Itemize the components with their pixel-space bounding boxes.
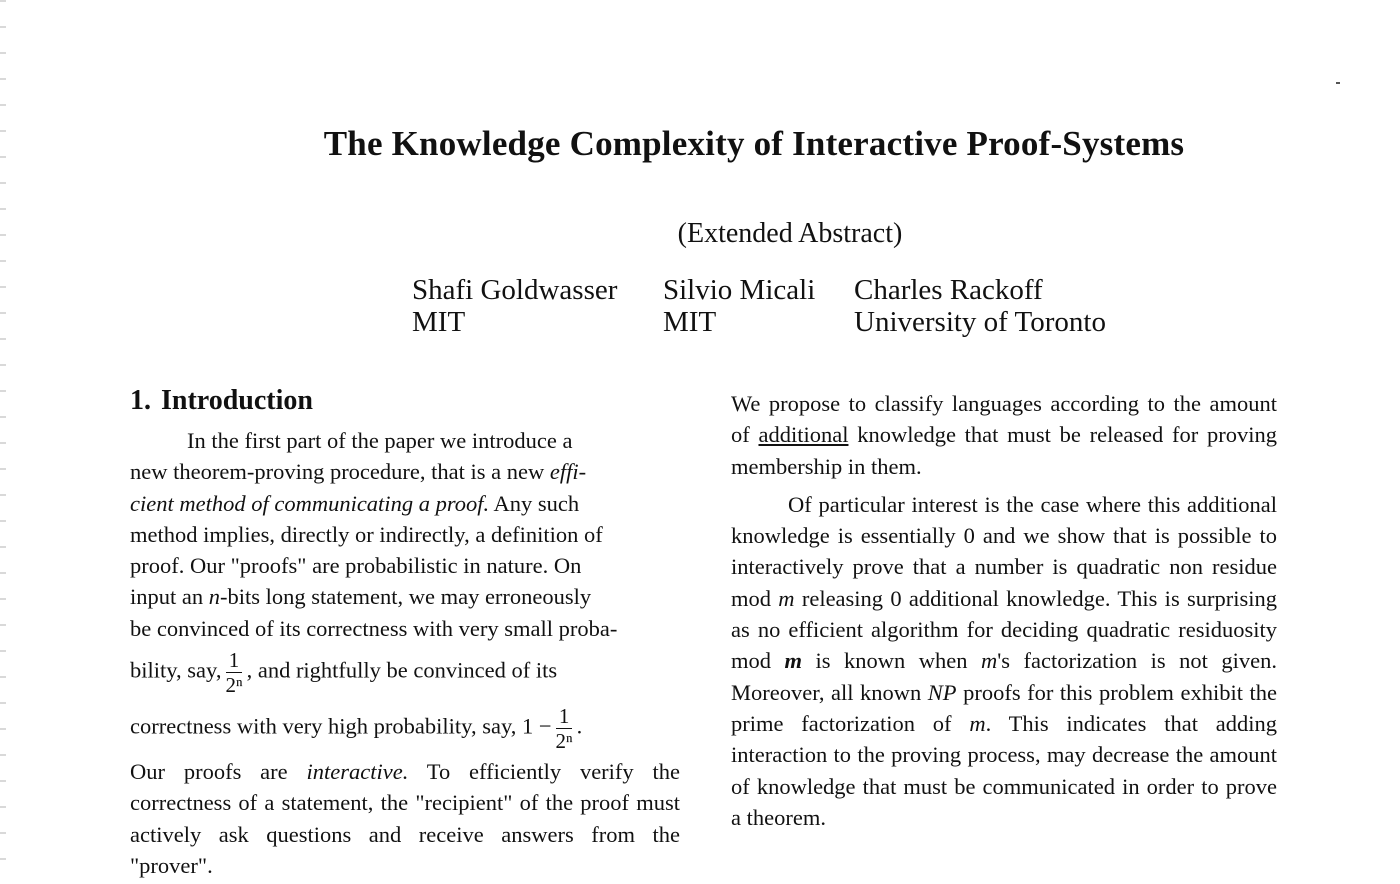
intro-line-6	[130, 581, 680, 612]
paper-subtitle: (Extended Abstract)	[677, 218, 903, 249]
emphasis-text: effi-	[549, 459, 587, 485]
text-run: releasing 0 additional knowledge. This is surprising as no efficient algorithm for deciding quadratic residuosity mod	[731, 585, 1277, 674]
text-run: knowledge that must be released for proving membership in them.	[731, 422, 1277, 479]
fraction-numerator: 1	[226, 649, 243, 673]
emphasis-text: cient method of communicating a proof.	[130, 490, 490, 516]
text-run: new theorem-proving procedure, that is a new	[130, 459, 550, 485]
text-run: input an	[130, 584, 209, 610]
text-run: is known when	[802, 648, 981, 674]
text-run: . This indicates that adding interaction to the proving process, may decrease the amount of knowledge that must be communicated in order to prove a theorem.	[731, 710, 1277, 830]
paper-title: The Knowledge Complexity of Interactive Proof-Systems	[323, 124, 1185, 163]
text-run: Any such	[489, 490, 580, 516]
author-name: Silvio Micali	[663, 274, 816, 306]
author-block-micali	[663, 274, 815, 338]
section-title: Introduction	[161, 385, 313, 416]
text-run: .	[576, 713, 583, 739]
math-variable: NP	[927, 679, 957, 705]
author-affiliation: University of Toronto	[854, 306, 1106, 338]
math-variable: m	[784, 648, 802, 674]
text-run	[130, 705, 582, 752]
fraction-one-over-two-n	[556, 705, 573, 752]
scan-speck	[1336, 82, 1340, 84]
intro-line-4: method implies, directly or indirectly, a definition of	[130, 521, 603, 547]
math-variable: m	[969, 710, 986, 736]
fraction-denominator: 2ⁿ	[225, 672, 243, 697]
math-variable: m	[980, 648, 998, 674]
intro-paragraph-2	[130, 756, 680, 881]
text-run: correctness with very high probability, say, 1 −	[130, 713, 552, 739]
author-affiliation: MIT	[663, 306, 717, 338]
intro-line-5: proof. Our "proofs" are probabilistic in nature. On	[130, 553, 582, 579]
text-run: Of particular interest is the case where this additional knowledge is essentially 0 and we show that is possible to interactively prove that a number is quadratic non residue mod	[731, 491, 1277, 611]
underlined-text: additional	[758, 422, 849, 448]
intro-line-7: be convinced of its correctness with very small proba-	[130, 615, 618, 641]
text-run: bility, say,	[130, 657, 222, 683]
intro-line-3	[130, 488, 680, 519]
math-variable: n	[208, 584, 220, 610]
author-name: Shafi Goldwasser	[412, 274, 618, 306]
text-run: Our proofs are	[130, 759, 307, 785]
intro-line-9	[130, 700, 680, 756]
text-run: 's factorization is not given. Moreover, all known	[731, 648, 1277, 705]
left-column	[130, 384, 680, 881]
author-block-goldwasser	[412, 274, 617, 338]
author-name: Charles Rackoff	[854, 274, 1043, 306]
fraction-one-over-two-n	[225, 649, 242, 696]
fraction-denominator: 2ⁿ	[555, 728, 573, 753]
section-heading	[130, 384, 680, 418]
author-affiliation: MIT	[412, 306, 466, 338]
math-variable: m	[778, 585, 795, 611]
fraction-numerator: 1	[556, 705, 573, 729]
author-block-rackoff	[854, 274, 1106, 338]
intro-line-8	[130, 644, 680, 700]
section-number: 1.	[130, 385, 151, 416]
intro-line-1: In the first part of the paper we introduce a	[187, 428, 573, 453]
right-column	[731, 388, 1277, 833]
intro-line-2	[130, 456, 680, 487]
zero-knowledge-paragraph	[731, 489, 1277, 833]
text-run: -bits long statement, we may erroneously	[220, 584, 592, 610]
text-run: To efficiently verify the correctness of a statement, the "recipient" of the proof must actively ask questions and receive answers from the "prover".	[130, 759, 680, 878]
classification-paragraph	[731, 388, 1277, 482]
text-run	[130, 649, 557, 696]
text-run: proofs for this problem exhibit the prime factorization of	[731, 679, 1277, 736]
text-run: We propose to classify languages according to the amount of	[731, 391, 1277, 448]
emphasis-text: interactive.	[306, 759, 409, 785]
text-run: , and rightfully be convinced of its	[246, 657, 558, 683]
